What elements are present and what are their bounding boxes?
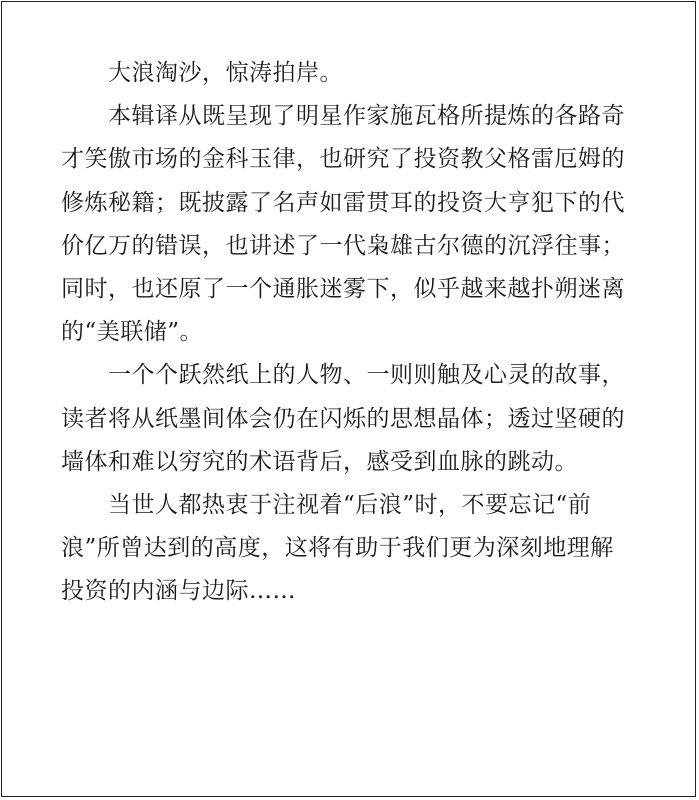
body-text [61,52,651,613]
paragraph-line: 投资的内涵与边际…… [61,578,296,605]
paragraph-3 [61,354,651,484]
paragraph-line: 修炼秘籍；既披露了名声如雷贯耳的投资大亨犯下的代 [61,189,625,216]
paragraph-line: 大浪淘沙，惊涛拍岸。 [108,60,343,86]
paragraph-line: 的“美联储”。 [61,319,204,346]
paragraph-line: 一个个跃然纸上的人物、一则则触及心灵的故事， [108,362,625,389]
paragraph-2 [61,95,651,354]
paragraph-line: 浪”所曾达到的高度，这将有助于我们更为深刻地理解 [61,535,614,562]
paragraph-1 [61,52,651,95]
paragraph-line: 才笑傲市场的金科玉律，也研究了投资教父格雷厄姆的 [61,146,625,173]
paragraph-line: 同时，也还原了一个通胀迷雾下，似乎越来越扑朔迷离 [61,275,625,302]
paragraph-4 [61,484,651,614]
paragraph-line: 墙体和难以穷究的术语背后，感受到血脉的跳动。 [61,448,578,475]
paragraph-line: 当世人都热衷于注视着“后浪”时，不要忘记“前 [108,491,592,518]
paragraph-line: 读者将从纸墨间体会仍在闪烁的思想晶体；透过坚硬的 [61,405,625,432]
document-page [1,1,696,797]
paragraph-line: 本辑译从既呈现了明星作家施瓦格所提炼的各路奇 [108,103,625,130]
paragraph-line: 价亿万的错误，也讲述了一代枭雄古尔德的沉浮往事； [61,232,625,259]
